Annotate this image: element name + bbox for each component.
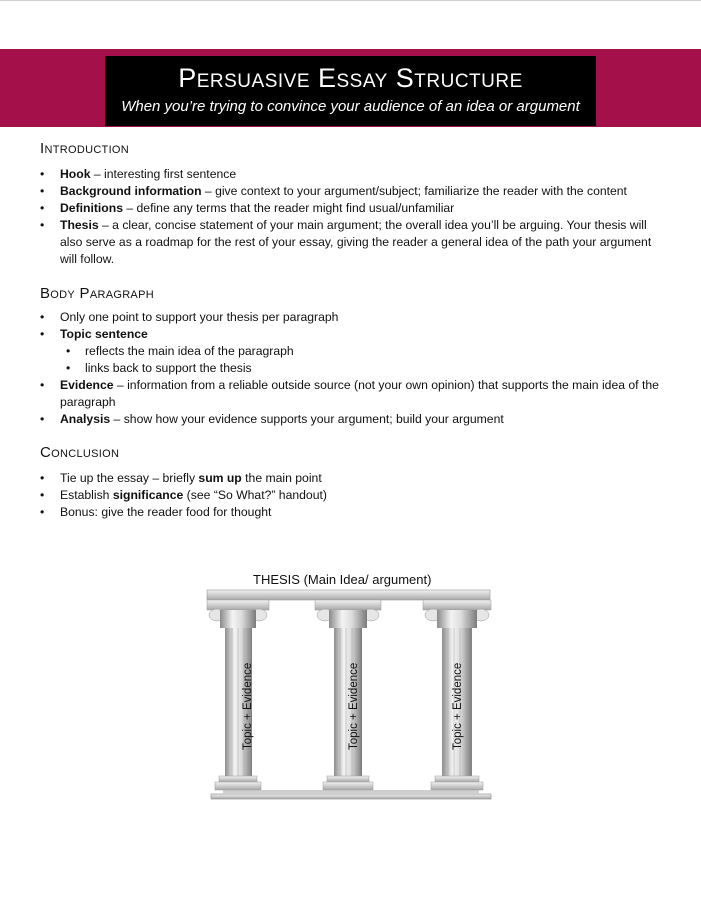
list-item [40, 183, 670, 200]
term: Definitions [60, 201, 123, 215]
text: Establish [60, 488, 113, 502]
top-slab [207, 590, 490, 600]
description: – give context to your argument/subject; familiarize the reader with the content [201, 184, 627, 198]
list-item [40, 377, 665, 411]
list-item [40, 217, 670, 268]
term: Thesis [60, 218, 99, 232]
pillar [207, 600, 269, 790]
page-title: Persuasive Essay Structure [178, 63, 523, 93]
conclusion-heading: Conclusion [40, 444, 120, 461]
sub-item [60, 343, 665, 360]
description: reflects the main idea of the paragraph [85, 344, 294, 358]
list-item [40, 166, 670, 183]
description: links back to support the thesis [85, 361, 252, 375]
base-slab [211, 794, 491, 799]
list-item [40, 326, 665, 377]
term: Hook [60, 167, 91, 181]
list-item [40, 200, 670, 217]
list-item [40, 504, 665, 521]
list-item [40, 309, 665, 326]
description: – a clear, concise statement of your main argument; the overall idea you’ll be arguing. Your thesis will also serve as a roadmap for the rest of your essay, giving the reader a general idea of the path your argument will follow. [60, 218, 652, 266]
conclusion-list [40, 470, 665, 521]
term: significance [112, 488, 184, 502]
description: – show how your evidence supports your argument; build your argument [110, 412, 504, 426]
list-item [40, 411, 665, 428]
pillar-label: Topic + Evidence [452, 662, 464, 750]
text: Tie up the essay – briefly [60, 471, 199, 485]
term: Evidence [60, 378, 114, 392]
title-box [105, 56, 596, 126]
sub-item [60, 360, 665, 377]
text: Bonus: give the reader food for thought [60, 505, 272, 519]
list-item [40, 470, 665, 487]
top-rule [0, 0, 701, 1]
base-step [223, 790, 479, 794]
term: sum up [198, 471, 242, 485]
introduction-heading: Introduction [40, 140, 130, 157]
pillar-label: Topic + Evidence [348, 662, 360, 750]
term: Background information [60, 184, 202, 198]
text: (see “So What?” handout) [183, 488, 327, 502]
page-subtitle: When you’re trying to convince your audience of an idea or argument [121, 98, 580, 115]
body-list [40, 309, 665, 428]
body-heading: Body Paragraph [40, 285, 154, 302]
thesis-label: THESIS (Main Idea/ argument) [253, 572, 432, 587]
list-item [40, 487, 665, 504]
term: Analysis [60, 412, 111, 426]
description: Only one point to support your thesis per paragraph [60, 310, 339, 324]
text: the main point [241, 471, 322, 485]
introduction-list [40, 166, 670, 268]
description: – interesting first sentence [90, 167, 237, 181]
description: – information from a reliable outside source (not your own opinion) that supports the main idea of the paragraph [60, 378, 659, 409]
term: Topic sentence [60, 327, 148, 341]
sub-list [60, 343, 665, 377]
pillars-diagram [205, 568, 500, 813]
pillar-label: Topic + Evidence [242, 662, 254, 750]
description: – define any terms that the reader might find usual/unfamiliar [122, 201, 455, 215]
